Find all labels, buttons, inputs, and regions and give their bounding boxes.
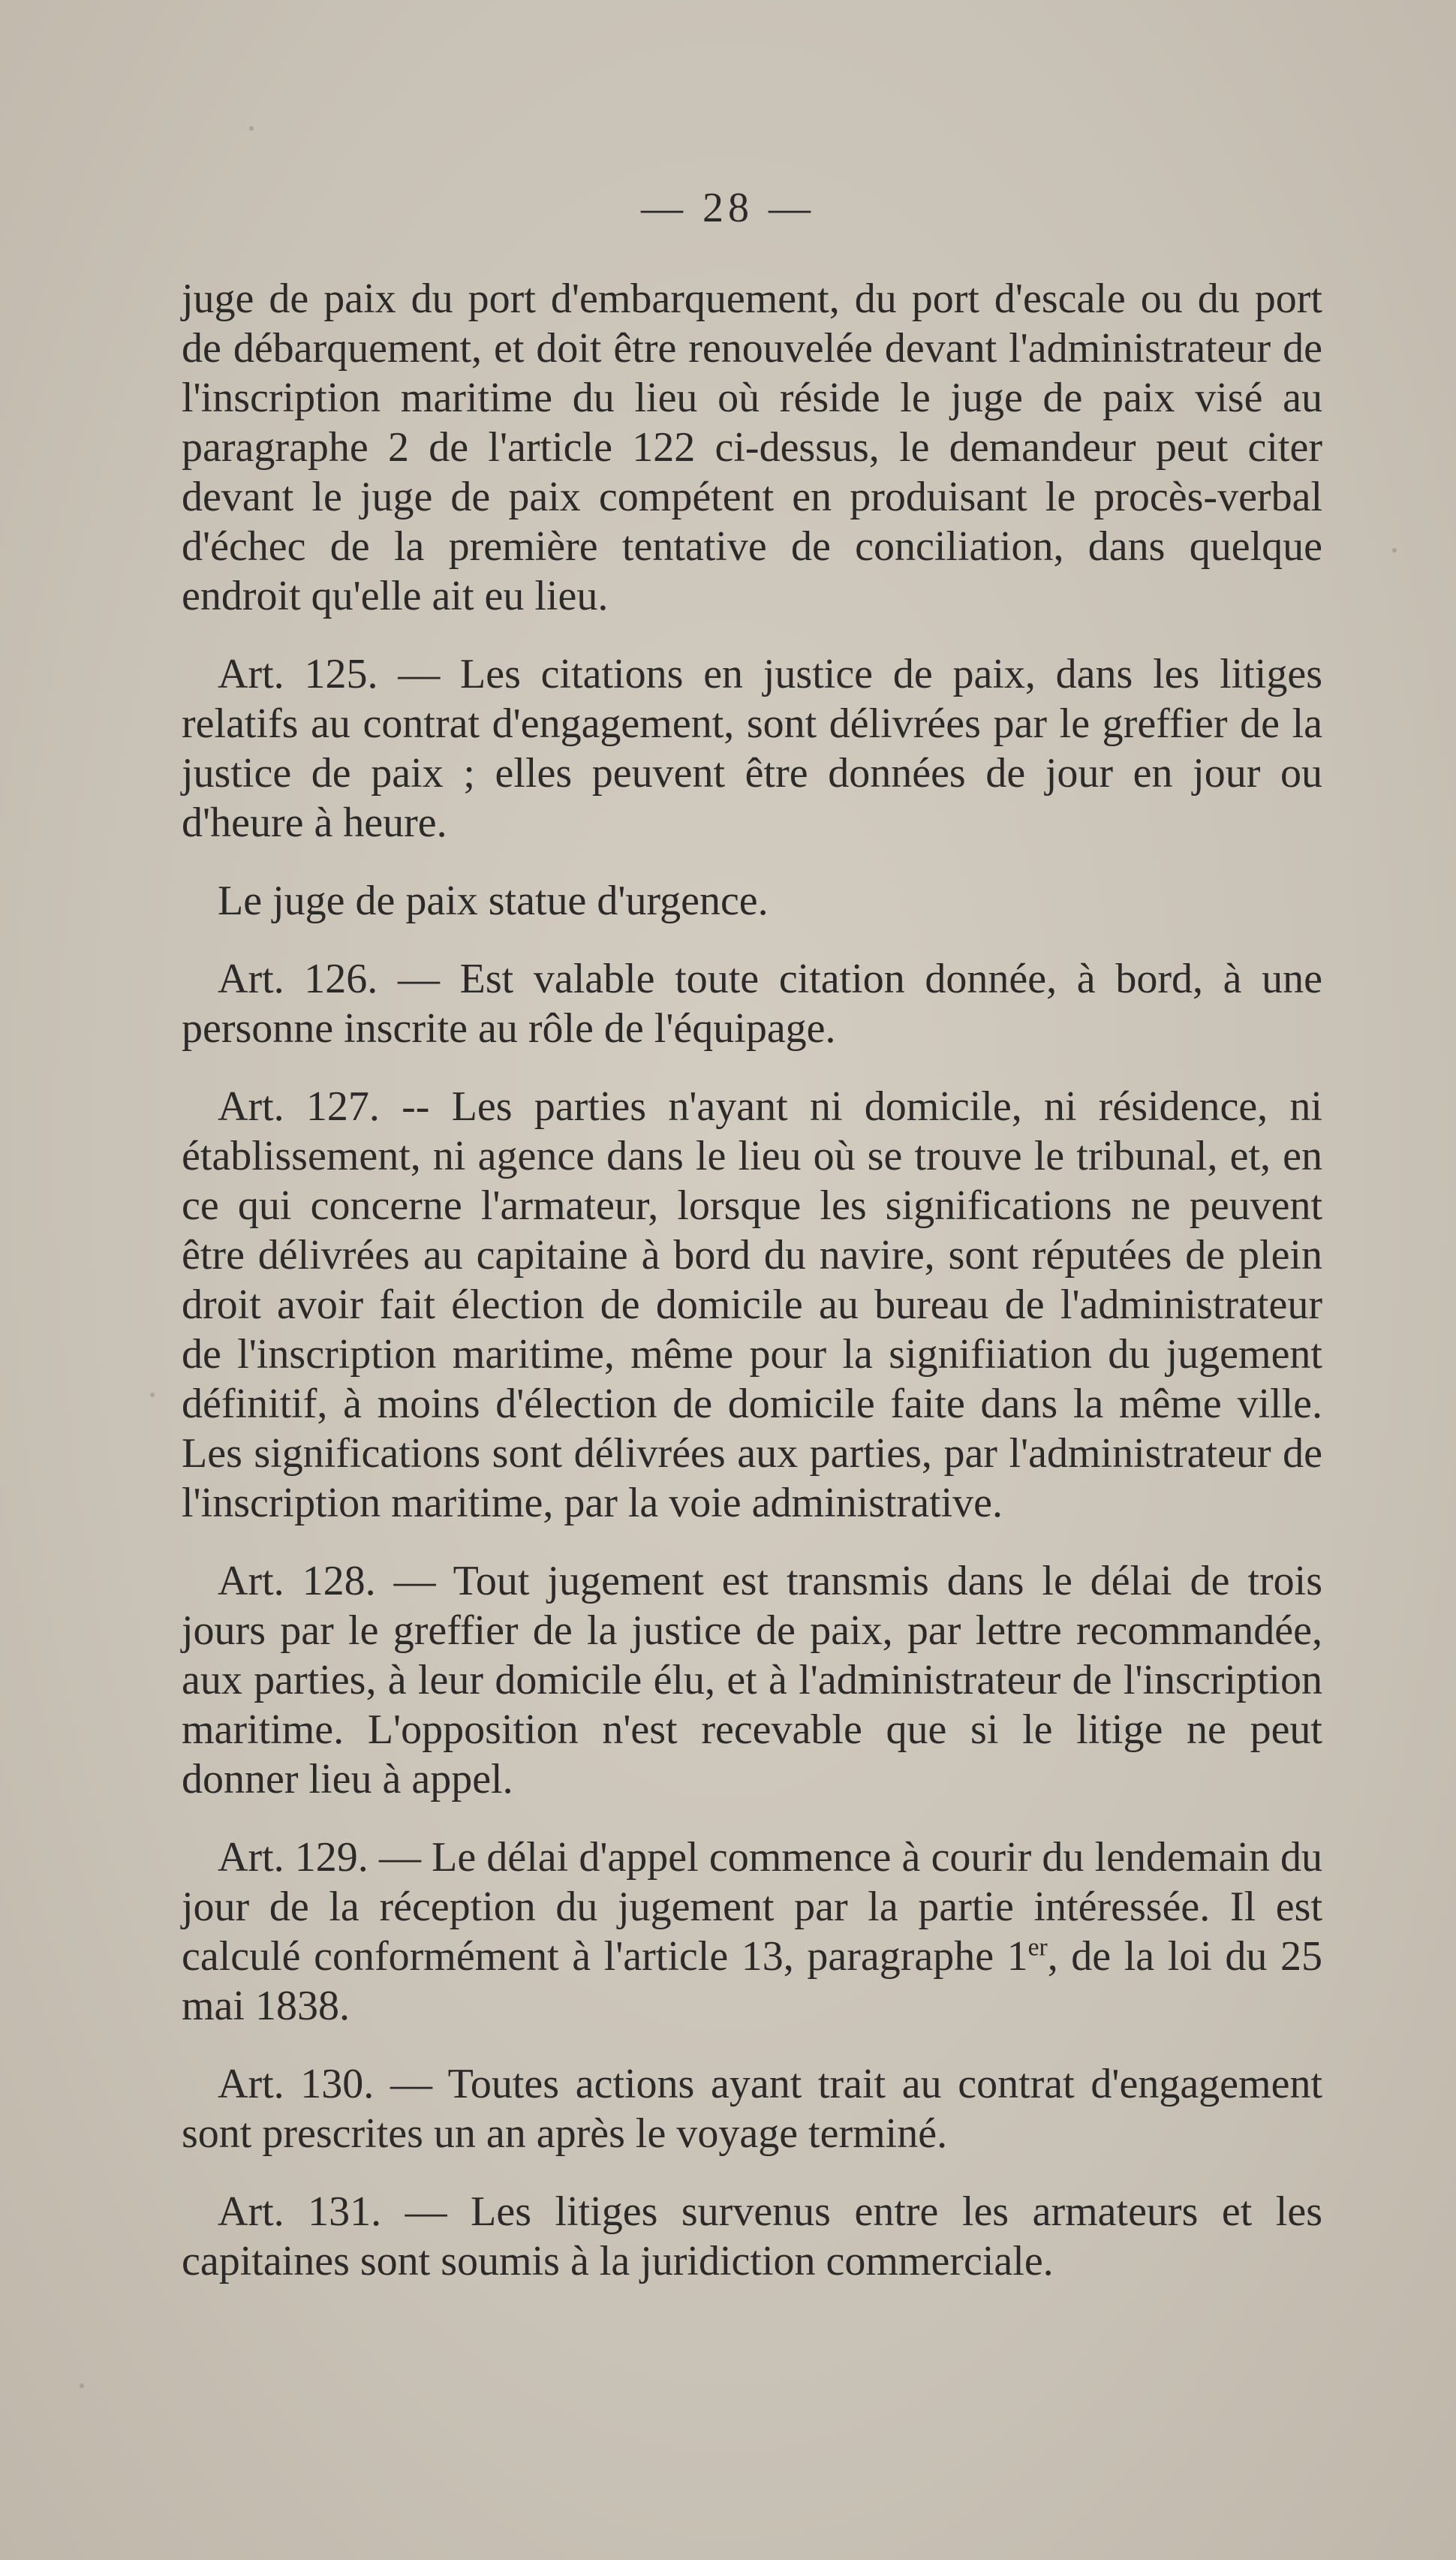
article-129-text: Art. 129. — Le délai d'appel commence à courir du lendemain du jour de la réception du jugement par la partie intéressée. Il est calculé conformément à l'article 13, paragraphe 1 — [182, 1834, 1322, 1980]
paper-speck — [1392, 548, 1397, 553]
article-129-superscript: er — [1027, 1933, 1048, 1962]
article-128: Art. 128. — Tout jugement est transmis dans le délai de trois jours par le greffier de la justice de paix, par lettre recommandée, aux parties, à leur domicile élu, et à l'administrateur de l'inscription maritime. L'opposition n'est recevable que si le litige ne peut donner lieu à appel. — [182, 1558, 1322, 1803]
article-129 — [182, 1833, 1322, 2031]
article-129-text-end: , de la loi du 25 mai 1838. — [182, 1933, 1322, 2029]
paper-speck — [150, 1393, 155, 1397]
article-131: Art. 131. — Les litiges survenus entre les armateurs et les capitaines sont soumis à la juridiction commerciale. — [182, 2188, 1322, 2284]
paragraph-intro: juge de paix du port d'embarquement, du port d'escale ou du port de débarquement, et doit être renouvelée devant l'administrateur de l'inscription maritime du lieu où réside le juge de paix visé au paragraphe 2 de l'article 122 ci-dessus, le demandeur peut citer devant le juge de paix compétent en produisant le procès-verbal d'échec de la première tentative de conciliation, dans quelque endroit qu'elle ait eu lieu. — [182, 276, 1322, 619]
article-125-urgency: Le juge de paix statue d'urgence. — [218, 878, 769, 924]
article-126: Art. 126. — Est valable toute citation donnée, à bord, à une personne inscrite au rôle de l'équipage. — [182, 956, 1322, 1052]
paper-speck — [80, 2384, 84, 2388]
article-127: Art. 127. -- Les parties n'ayant ni domicile, ni résidence, ni établissement, ni agence dans le lieu où se trouve le tribunal, et, en ce qui concerne l'armateur, lorsque les significations ne peuvent être délivrées au capitaine à bord du navire, sont réputées de plein droit avoir fait élection de domicile au bureau de l'administrateur de l'inscription maritime, même pour la signifiiation du jugement définitif, à moins d'élection de domicile faite dans la même ville. Les significations sont délivrées aux parties, par l'administrateur de l'inscription maritime, par la voie administrative. — [182, 1083, 1322, 1526]
body-text — [182, 274, 1322, 2315]
article-130: Art. 130. — Toutes actions ayant trait au contrat d'engagement sont prescrites un an après le voyage terminé. — [182, 2061, 1322, 2157]
article-125: Art. 125. — Les citations en justice de paix, dans les litiges relatifs au contrat d'engagement, sont délivrées par le greffier de la justice de paix ; elles peuvent être données de jour en jour ou d'heure à heure. — [182, 651, 1322, 846]
paper-speck — [249, 126, 254, 131]
page-number: — 28 — — [641, 185, 815, 231]
